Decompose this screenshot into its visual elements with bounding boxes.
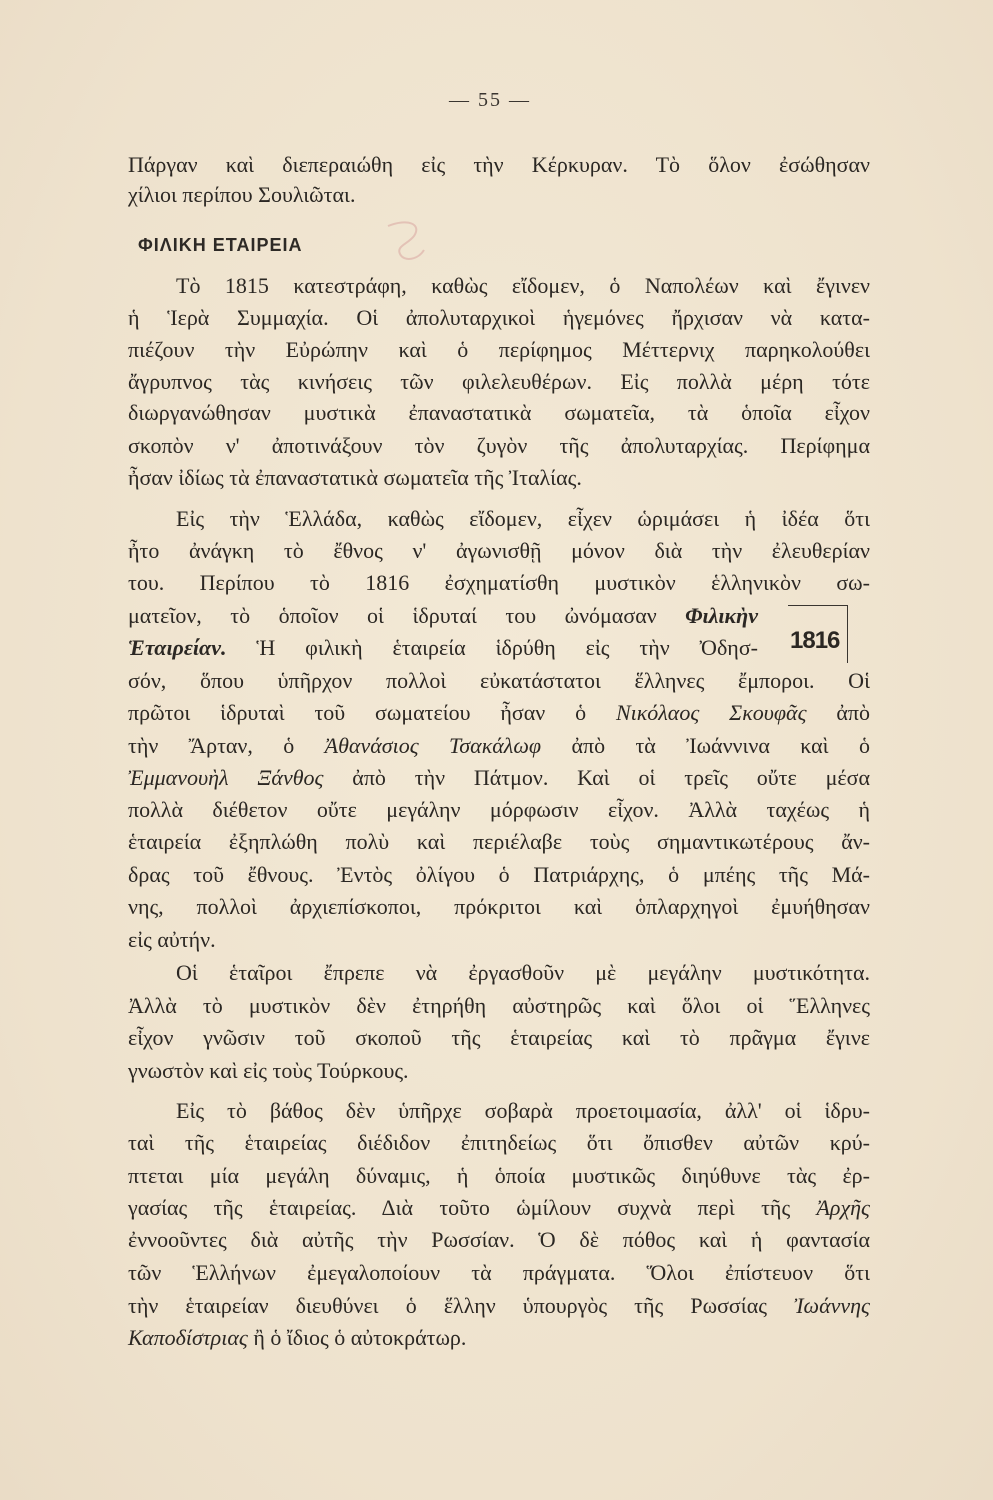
text-line: πολλὰ διέθετον οὔτε μεγάλην μόρφωσιν εἶχον. Ἀλλὰ ταχέως ἡ: [128, 797, 870, 822]
text-line: Εἰς τὸ βάθος δὲν ὑπῆρχε σοβαρὰ προετοιμασία, ἀλλ' οἱ ἱδρυ-: [176, 1098, 870, 1123]
text-line: ἐννοοῦντες διὰ αὐτῆς τὴν Ρωσσίαν. Ὁ δὲ πόθος καὶ ἡ φαντασία: [128, 1227, 870, 1252]
text-line: [128, 1323, 870, 1353]
emphasized-term: Ἑταιρείαν.: [128, 635, 227, 660]
emphasized-term: Ἀρχῆς: [816, 1195, 870, 1220]
line-segment: γασίας τῆς ἑταιρείας. Διὰ τοῦτο ὡμίλουν συχνὰ περὶ τῆς: [128, 1195, 817, 1220]
person-name: Ἀθανάσιος Τσακάλωφ: [324, 733, 542, 758]
text-line: ἄγρυπνος τὰς κινήσεις τῶν φιλελευθέρων. Εἰς πολλὰ μέρη τότε: [128, 369, 870, 394]
margin-note-year: 1816: [790, 627, 840, 654]
text-line: [128, 1291, 870, 1321]
text-line: ἡ Ἱερὰ Συμμαχία. Οἱ ἀπολυταρχικοὶ ἡγεμόνες ἤρχισαν νὰ κατα-: [128, 305, 870, 330]
text-line: σκοπὸν ν' ἀποτινάξουν τὸν ζυγὸν τῆς ἀπολυταρχίας. Περίφημα: [128, 433, 870, 458]
text-line: ταὶ τῆς ἑταιρείας διέδιδον ἐπιτηδείως ὅτι ὄπισθεν αὐτῶν κρύ-: [128, 1130, 870, 1155]
text-line: εἰς αὐτήν.: [128, 927, 216, 952]
text-line: εἶχον γνῶσιν τοῦ σκοποῦ τῆς ἑταιρείας καὶ τὸ πρᾶγμα ἔγινε: [128, 1025, 870, 1050]
text-line: Τὸ 1815 κατεστράφη, καθὼς εἴδομεν, ὁ Ναπολέων καὶ ἔγινεν: [176, 273, 870, 298]
person-name: Καποδίστριας: [128, 1325, 248, 1350]
line-segment: πρῶτοι ἱδρυταὶ τοῦ σωματείου ἦσαν ὁ: [128, 700, 616, 725]
text-line: δρας τοῦ ἔθνους. Ἐντὸς ὀλίγου ὁ Πατριάρχης, ὁ μπέης τῆς Μά-: [128, 862, 870, 887]
line-segment: τὴν Ἄρταν, ὁ: [128, 733, 325, 758]
text-line: [128, 633, 758, 663]
line-segment: ἢ ὁ ἴδιος ὁ αὐτοκράτωρ.: [247, 1325, 467, 1350]
text-line: ἦτο ἀνάγκη τὸ ἔθνος ν' ἀγωνισθῇ μόνον διὰ τὴν ἐλευθερίαν: [128, 538, 870, 563]
emphasized-term: Φιλικὴν: [685, 603, 758, 628]
person-name: Ἰωάννης: [794, 1293, 870, 1318]
text-line: ἑταιρεία ἐξηπλώθη πολὺ καὶ περιέλαβε τοὺς σημαντικωτέρους ἄν-: [128, 829, 870, 854]
text-line: Εἰς τὴν Ἑλλάδα, καθὼς εἴδομεν, εἶχεν ὡριμάσει ἡ ἰδέα ὅτι: [176, 506, 870, 531]
text-line: γνωστὸν καὶ εἰς τοὺς Τούρκους.: [128, 1058, 409, 1083]
person-name: Νικόλαος Σκουφᾶς: [615, 700, 807, 725]
text-line: νης, πολλοὶ ἀρχιεπίσκοποι, πρόκριτοι καὶ ὁπλαρχηγοὶ ἐμυήθησαν: [128, 894, 870, 919]
line-segment: ἀπὸ: [806, 700, 870, 725]
text-line: ἦσαν ἰδίως τὰ ἐπαναστατικὰ σωματεῖα τῆς Ἰταλίας.: [128, 465, 582, 490]
person-name: Ἐμμανουὴλ Ξάνθος: [128, 765, 324, 790]
text-line: του. Περίπου τὸ 1816 ἐσχηματίσθη μυστικὸν ἑλληνικὸν σω-: [128, 570, 870, 595]
margin-note-box: [788, 605, 848, 663]
text-line: χίλιοι περίπου Σουλιῶται.: [128, 182, 356, 207]
section-heading: ΦΙΛΙΚΗ ΕΤΑΙΡΕΙΑ: [138, 235, 303, 255]
text-line: Οἱ ἑταῖροι ἔπρεπε νὰ ἐργασθοῦν μὲ μεγάλην μυστικότητα.: [176, 960, 870, 985]
text-line: πιέζουν τὴν Εὐρώπην καὶ ὁ περίφημος Μέττερνιχ παρηκολούθει: [128, 337, 870, 362]
line-segment: ἀπὸ τὴν Πάτμον. Καὶ οἱ τρεῖς οὔτε μέσα: [323, 765, 870, 790]
page-number: — 55 —: [449, 89, 531, 111]
red-pencil-mark: [378, 214, 438, 274]
text-line: [128, 698, 870, 728]
text-line: [128, 731, 870, 761]
text-line: Πάργαν καὶ διεπεραιώθη εἰς τὴν Κέρκυραν. Τὸ ὅλον ἐσώθησαν: [128, 152, 870, 177]
line-segment: ἀπὸ τὰ Ἰωάννινα καὶ ὁ: [541, 733, 870, 758]
text-line: σόν, ὅπου ὑπῆρχον πολλοὶ εὐκατάστατοι ἕλληνες ἔμποροι. Οἱ: [128, 668, 870, 693]
text-line: Ἀλλὰ τὸ μυστικὸν δὲν ἐτηρήθη αὐστηρῶς καὶ ὅλοι οἱ Ἕλληνες: [128, 993, 870, 1018]
line-segment: Ἡ φιλικὴ ἑταιρεία ἱδρύθη εἰς τὴν Ὀδησ-: [226, 635, 758, 660]
text-line: [128, 763, 870, 793]
line-segment: ματεῖον, τὸ ὁποῖον οἱ ἱδρυταί του ὠνόμασαν: [128, 603, 686, 628]
line-segment: τὴν ἑταιρείαν διευθύνει ὁ ἕλλην ὑπουργὸς τῆς Ρωσσίας: [128, 1293, 795, 1318]
text-line: πτεται μία μεγάλη δύναμις, ἡ ὁποία μυστικῶς διηύθυνε τὰς ἐρ-: [128, 1163, 870, 1188]
text-line: [128, 1193, 870, 1223]
text-line: τῶν Ἑλλήνων ἐμεγαλοποίουν τὰ πράγματα. Ὅλοι ἐπίστευον ὅτι: [128, 1260, 870, 1285]
text-line: διωργανώθησαν μυστικὰ ἐπαναστατικὰ σωματεῖα, τὰ ὁποῖα εἶχον: [128, 400, 870, 425]
text-line: [128, 601, 758, 631]
